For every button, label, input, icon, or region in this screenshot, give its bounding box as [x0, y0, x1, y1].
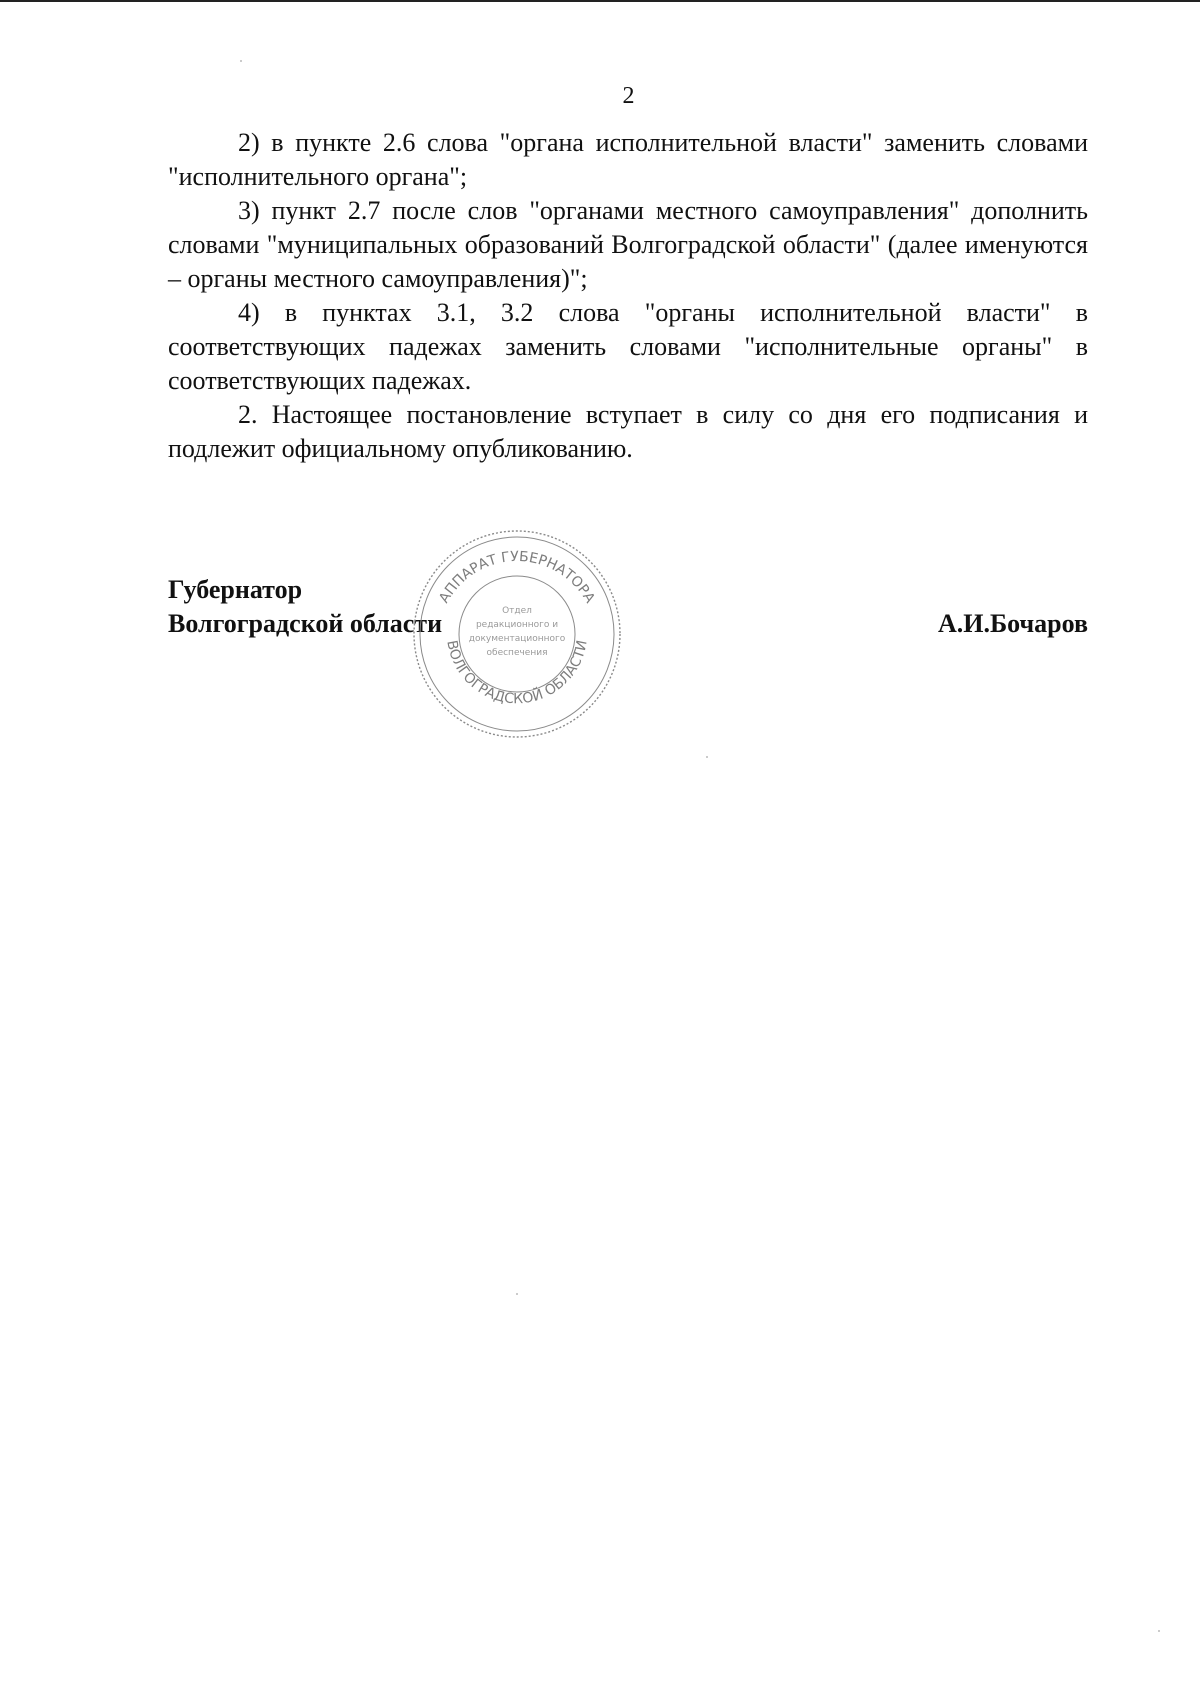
svg-text:Отдел: Отдел — [502, 606, 532, 616]
signature-block — [168, 573, 1088, 653]
svg-text:обеспечения: обеспечения — [486, 648, 548, 658]
scan-speck — [516, 1293, 518, 1295]
paragraph-item-2: 2) в пункте 2.6 слова "органа исполнительной власти" заменить словами "исполнительного органа"; — [168, 128, 1088, 191]
paragraph-item-4: 4) в пунктах 3.1, 3.2 слова "органы исполнительной власти" в соответствующих падежах заменить словами "исполнительные органы" в соответствующих падежах. — [168, 298, 1088, 395]
scan-top-edge — [0, 0, 1200, 2]
signatory-name: А.И.Бочаров — [937, 609, 1088, 638]
scan-speck — [240, 60, 242, 62]
page-number: 2 — [622, 83, 635, 109]
svg-text:документационного: документационного — [468, 634, 566, 644]
document-body — [168, 126, 1088, 466]
stamp-outer-text-bottom: ВОЛГОГРАДСКОЙ ОБЛАСТИ — [443, 638, 591, 708]
stamp-outer-text-top: АППАРАТ ГУБЕРНАТОРА — [436, 548, 598, 606]
paragraph-effective-date: 2. Настоящее постановление вступает в силу со дня его подписания и подлежит официальному опубликованию. — [168, 400, 1088, 463]
scan-speck — [1158, 1630, 1160, 1632]
signatory-title-line2: Волгоградской области — [168, 609, 443, 638]
official-stamp-seal — [408, 525, 626, 743]
signatory-title-line1: Губернатор — [168, 575, 303, 604]
paragraph-item-3: 3) пункт 2.7 после слов "органами местного самоуправления" дополнить словами "муниципальных образований Волгоградской области" (далее именуются – органы местного самоуправления)"; — [168, 196, 1088, 293]
scan-speck — [706, 756, 708, 758]
svg-text:редакционного и: редакционного и — [475, 620, 559, 630]
